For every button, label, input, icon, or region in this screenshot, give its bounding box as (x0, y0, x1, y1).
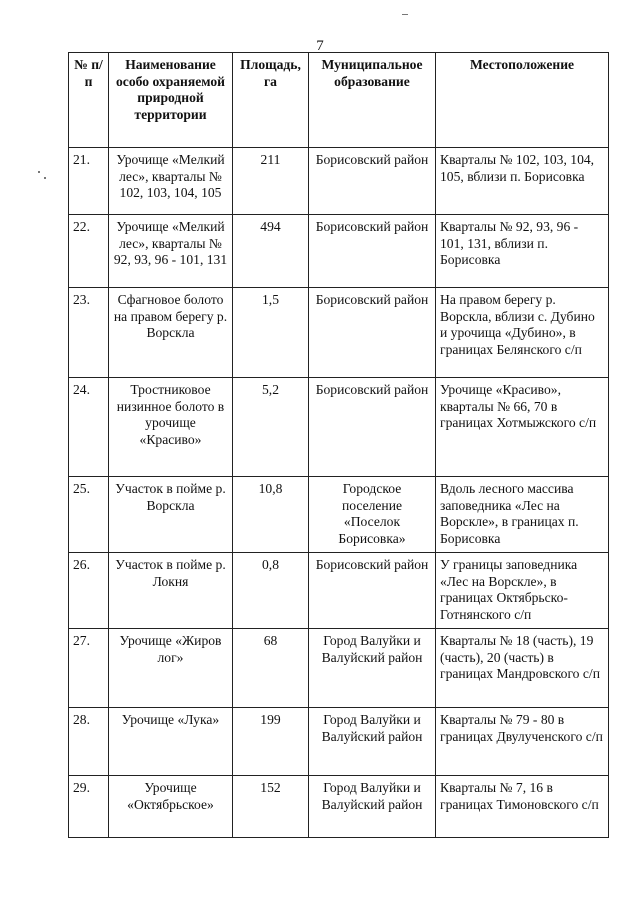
header-location: Местоположение (436, 53, 609, 148)
municipality: Борисовский район (309, 215, 436, 288)
area-size: 211 (233, 148, 309, 215)
area-name: Урочище «Октябрьское» (109, 776, 233, 838)
row-number: 22. (69, 215, 109, 288)
table-row (69, 477, 609, 553)
table-row (69, 553, 609, 629)
area-name: Урочище «Лука» (109, 708, 233, 776)
location: У границы заповедника «Лес на Ворскле», в границах Октябрьско-Готнянского с/п (436, 553, 609, 629)
municipality: Город Валуйки и Валуйский район (309, 776, 436, 838)
area-size: 10,8 (233, 477, 309, 553)
row-number: 29. (69, 776, 109, 838)
municipality: Городское поселение «Поселок Борисовка» (309, 477, 436, 553)
municipality: Борисовский район (309, 378, 436, 477)
area-name: Сфагновое болото на правом берегу р. Ворскла (109, 288, 233, 378)
area-size: 152 (233, 776, 309, 838)
row-number: 26. (69, 553, 109, 629)
protected-areas-table (68, 52, 609, 838)
area-size: 199 (233, 708, 309, 776)
row-number: 23. (69, 288, 109, 378)
location: Урочище «Красиво», кварталы № 66, 70 в границах Хотмыжского с/п (436, 378, 609, 477)
table-row (69, 288, 609, 378)
area-size: 5,2 (233, 378, 309, 477)
row-number: 28. (69, 708, 109, 776)
row-number: 25. (69, 477, 109, 553)
area-name: Урочище «Мелкий лес», кварталы № 102, 103, 104, 105 (109, 148, 233, 215)
page-number: 7 (316, 38, 324, 54)
header-municipality: Муниципальное образование (309, 53, 436, 148)
header-area: Площадь, га (233, 53, 309, 148)
header-number: № п/п (69, 53, 109, 148)
table-row (69, 708, 609, 776)
location: Кварталы № 102, 103, 104, 105, вблизи п. Борисовка (436, 148, 609, 215)
row-number: 27. (69, 629, 109, 708)
table-row (69, 148, 609, 215)
table-header-row (69, 53, 609, 148)
location: Кварталы № 79 - 80 в границах Двулученского с/п (436, 708, 609, 776)
area-name: Урочище «Мелкий лес», кварталы № 92, 93, 96 - 101, 131 (109, 215, 233, 288)
location: Кварталы № 92, 93, 96 - 101, 131, вблизи п. Борисовка (436, 215, 609, 288)
location: Вдоль лесного массива заповедника «Лес на Ворскле», в границах п. Борисовка (436, 477, 609, 553)
header-name: Наименование особо охраняемой природной территории (109, 53, 233, 148)
municipality: Борисовский район (309, 288, 436, 378)
table-row (69, 776, 609, 838)
area-size: 494 (233, 215, 309, 288)
location: Кварталы № 18 (часть), 19 (часть), 20 (часть) в границах Мандровского с/п (436, 629, 609, 708)
area-size: 0,8 (233, 553, 309, 629)
table-row (69, 629, 609, 708)
area-name: Урочище «Жиров лог» (109, 629, 233, 708)
area-name: Тростниковое низинное болото в урочище «Красиво» (109, 378, 233, 477)
municipality: Борисовский район (309, 553, 436, 629)
area-name: Участок в пойме р. Ворскла (109, 477, 233, 553)
table-row (69, 378, 609, 477)
municipality: Борисовский район (309, 148, 436, 215)
row-number: 24. (69, 378, 109, 477)
table-row (69, 215, 609, 288)
row-number: 21. (69, 148, 109, 215)
area-size: 1,5 (233, 288, 309, 378)
location: На правом берегу р. Ворскла, вблизи с. Дубино и урочища «Дубино», в границах Белянского с/п (436, 288, 609, 378)
municipality: Город Валуйки и Валуйский район (309, 708, 436, 776)
area-name: Участок в пойме р. Локня (109, 553, 233, 629)
area-size: 68 (233, 629, 309, 708)
municipality: Город Валуйки и Валуйский район (309, 629, 436, 708)
location: Кварталы № 7, 16 в границах Тимоновского с/п (436, 776, 609, 838)
